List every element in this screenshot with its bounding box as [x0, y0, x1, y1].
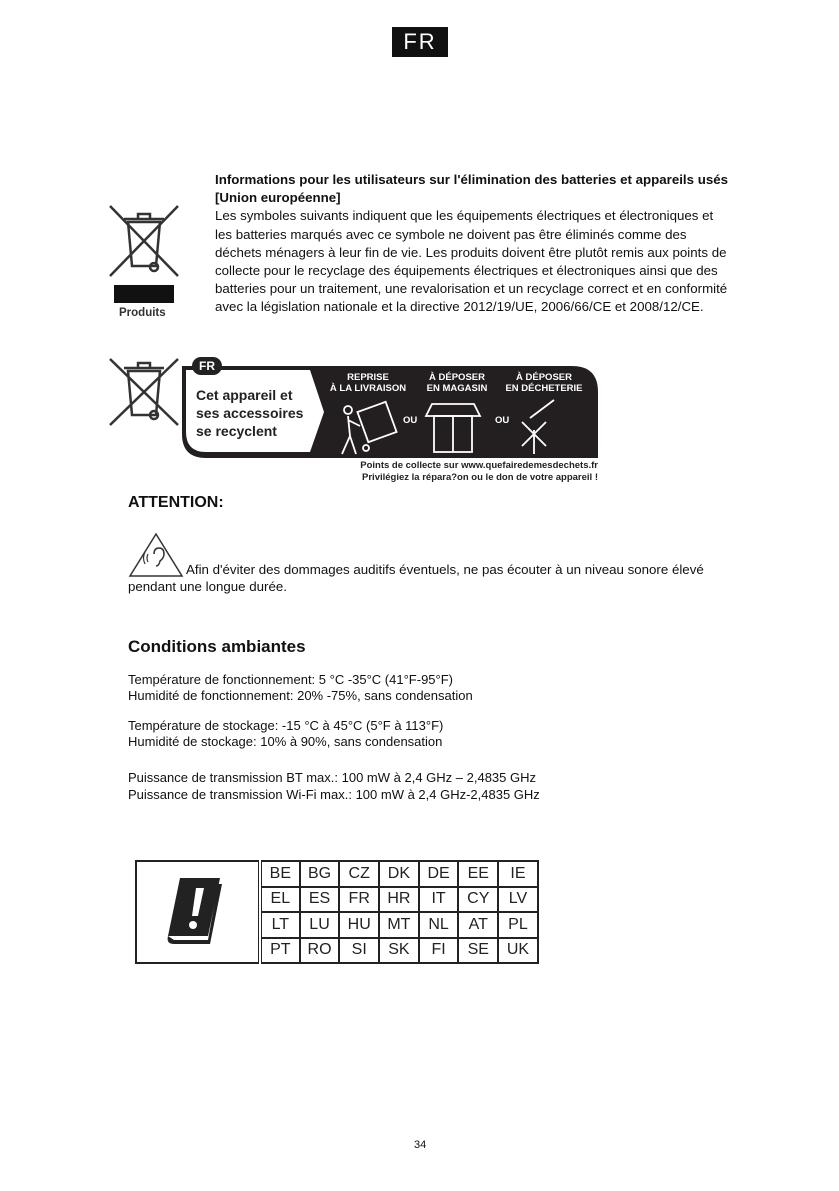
condition-line: Humidité de stockage: 10% à 90%, sans condensation	[128, 734, 443, 749]
country-code: BE	[260, 861, 300, 887]
conditions-title: Conditions ambiantes	[128, 637, 306, 656]
country-code: DE	[419, 861, 459, 887]
triman-text-line: se recyclent	[196, 423, 277, 439]
triman-footer-line: Points de collecte sur www.quefairedemesdechets.fr	[360, 460, 598, 471]
option-line: EN MAGASIN	[426, 383, 488, 394]
country-code: MT	[379, 912, 419, 938]
country-code: PT	[260, 938, 300, 964]
country-row	[136, 861, 538, 887]
option-line: À DÉPOSER	[516, 372, 572, 383]
country-code: LT	[260, 912, 300, 938]
condition-line: Humidité de fonctionnement: 20% -75%, sans condensation	[128, 688, 473, 703]
country-code: SK	[379, 938, 419, 964]
disposal-text-line: batteries pour un traitement, une revalorisation et un recyclage correct et en conformité	[215, 281, 728, 297]
country-code: CY	[458, 887, 498, 913]
condition-line: Température de stockage: -15 °C à 45°C (5°F à 113°F)	[128, 718, 444, 733]
country-code: UK	[498, 938, 538, 964]
disposal-text-line: déchets ménagers à leur fin de vie. Les produits doivent être plutôt remis aux points de	[215, 244, 727, 260]
crossed-bin-icon	[108, 204, 180, 278]
country-code: CZ	[339, 861, 379, 887]
or-label: OU	[495, 415, 510, 426]
attention-text: Afin d'éviter des dommages auditifs éventuels, ne pas écouter à un niveau sonore élevé	[186, 562, 704, 577]
option-store	[422, 372, 492, 394]
country-code: ES	[300, 887, 340, 913]
country-code: BG	[300, 861, 340, 887]
country-code: IT	[419, 887, 459, 913]
option-line: À LA LIVRAISON	[329, 383, 407, 394]
triman-text-line: ses accessoires	[196, 405, 304, 421]
page-number: 34	[414, 1139, 427, 1151]
triman-text	[196, 386, 303, 440]
country-code: FI	[419, 938, 459, 964]
attention-title: ATTENTION:	[128, 494, 224, 511]
country-code: FR	[339, 887, 379, 913]
option-line: REPRISE	[347, 372, 389, 383]
condition-line: Puissance de transmission Wi-Fi max.: 100 mW à 2,4 GHz-2,4835 GHz	[128, 787, 540, 802]
country-code: PL	[498, 912, 538, 938]
country-code: EL	[260, 887, 300, 913]
triman-text-line: Cet appareil et	[196, 387, 293, 403]
country-code: IE	[498, 861, 538, 887]
country-code: DK	[379, 861, 419, 887]
option-line: À DÉPOSER	[429, 372, 485, 383]
country-code: SE	[458, 938, 498, 964]
products-label: Produits	[119, 307, 166, 319]
country-code: NL	[419, 912, 459, 938]
option-line: EN DÉCHETERIE	[505, 383, 583, 394]
disposal-heading: Informations pour les utilisateurs sur l'élimination des batteries et appareils usés	[215, 172, 729, 187]
country-code: EE	[458, 861, 498, 887]
hearing-warning-icon	[128, 532, 184, 583]
option-delivery	[325, 372, 411, 394]
disposal-text-line: collecte pour le recyclage des équipements électriques et électroniques ainsi que des	[215, 263, 718, 279]
disposal-text-line: avec la législation nationale et la directive 2012/19/UE, 2006/66/CE et 2008/12/CE.	[215, 299, 704, 315]
country-restriction-table	[135, 860, 539, 964]
crossed-bin-icon	[108, 357, 180, 427]
condition-line: Température de fonctionnement: 5 °C -35°C (41°F-95°F)	[128, 672, 453, 687]
disposal-text-line: les batteries marqués avec ce symbole ne doivent pas être éliminés comme des	[215, 226, 687, 242]
product-bar	[114, 285, 174, 303]
attention-text-cont: pendant une longue durée.	[128, 579, 287, 594]
triman-country-badge: FR	[192, 357, 222, 375]
country-code: RO	[300, 938, 340, 964]
country-code: HR	[379, 887, 419, 913]
disposal-text-line: Les symboles suivants indiquent que les équipements électriques et électroniques et	[215, 208, 714, 224]
manual-warning-icon	[136, 861, 260, 963]
country-code: SI	[339, 938, 379, 964]
or-label: OU	[403, 415, 418, 426]
country-code: HU	[339, 912, 379, 938]
country-code: AT	[458, 912, 498, 938]
triman-footer-line: Privilégiez la répara?on ou le don de votre appareil !	[362, 471, 598, 483]
language-badge: FR	[392, 27, 448, 57]
triman-footer	[333, 460, 598, 483]
disposal-subheading: [Union européenne]	[215, 190, 341, 206]
country-code: LU	[300, 912, 340, 938]
option-dump	[504, 372, 584, 394]
disposal-info	[215, 171, 760, 317]
country-code: LV	[498, 887, 538, 913]
triman-label	[182, 358, 598, 458]
condition-line: Puissance de transmission BT max.: 100 mW à 2,4 GHz – 2,4835 GHz	[128, 770, 536, 785]
